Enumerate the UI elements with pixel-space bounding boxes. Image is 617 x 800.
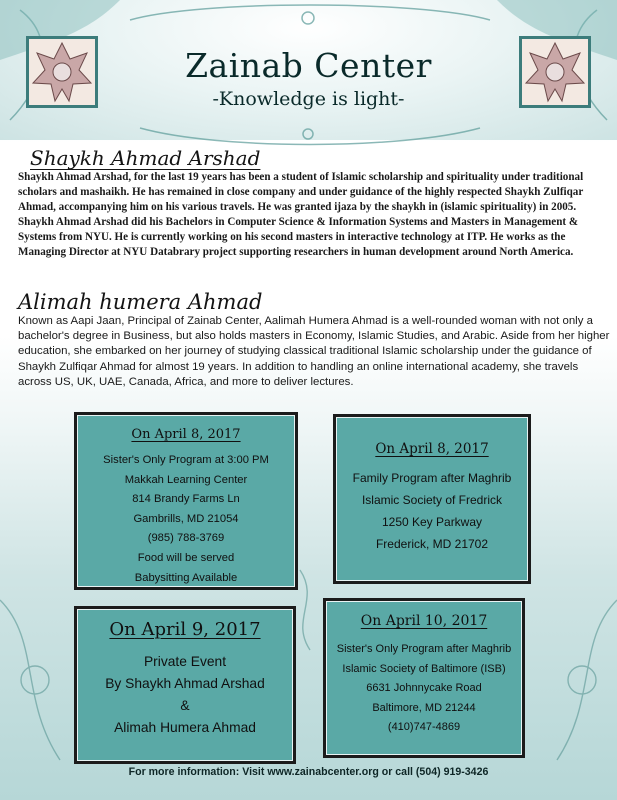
octagram-star-icon [29,39,95,105]
event-line: By Shaykh Ahmad Arshad [105,676,265,691]
event-date: On April 9, 2017 [109,619,261,640]
tagline: -Knowledge is light- [212,88,405,110]
event-line: 1250 Key Parkway [381,515,483,529]
speaker-name-1: Shaykh Ahmad Arshad [30,146,261,170]
event-line: 814 Brandy Farms Ln [132,493,240,506]
event-card-april-9-private [74,606,296,764]
event-line: & [180,698,190,713]
event-card-april-10-sisters [323,598,525,758]
event-line: Islamic Society of Baltimore (ISB) [342,662,506,675]
event-line: Food will be served [137,551,235,564]
event-line: Frederick, MD 21702 [375,537,489,551]
event-date: On April 10, 2017 [360,613,488,629]
page-title: Zainab Center [185,46,432,85]
event-line: Family Program after Maghrib [352,471,512,485]
event-line: 6631 Johnnycake Road [366,682,482,694]
event-line: Sister's Only Program after Maghrib [336,643,512,655]
octagram-star-icon [522,39,588,105]
event-line: Alimah Humera Ahmad [114,720,256,735]
event-line: Babysitting Available [134,571,238,584]
event-line: Islamic Society of Fredrick [361,493,503,507]
event-card-april-8-sisters [74,412,298,590]
event-phone: (985) 788-3769 [147,532,225,545]
logo-left [26,36,98,108]
event-phone: (410)747-4869 [387,721,461,733]
footer-prefix: For more information: Visit [128,766,268,778]
event-line: Makkah Learning Center [124,473,248,486]
event-date: On April 8, 2017 [375,441,489,457]
speaker-bio-1: Shaykh Ahmad Arshad, for the last 19 years has been a student of Islamic scholarship and spirituality under traditional scholars and mashaikh. He has remained in close company and under guidance of the highly respected Shaykh Zulfiqar Ahmad, accompanying him on his various travels. He was granted ijaza by the shaykh in (islamic spirituality) in 2005. Shaykh Ahmad Arshad did his Bachelors in Computer Science & Information Systems and Masters in Management & Systems from NYU. He is currently working on his second masters in interactive technology at ITP. He works as the Managing Director at NYU Databrary project supporting researchers in human development around North America. [18,171,584,258]
footer-middle: or call [378,766,416,778]
event-line: Baltimore, MD 21244 [372,701,476,714]
event-card-april-8-family [333,414,531,584]
logo-right [519,36,591,108]
event-line: Private Event [143,654,227,669]
footer-info [0,766,617,778]
speaker-bio-2: Known as Aapi Jaan, Principal of Zainab Center, Aalimah Humera Ahmad is a well-rounded woman with not only a bachelor's degree in Business, but also holds masters in Economy, Islamic Studies, and Arabic. Aside from her higher education, she embarked on her journey of studying classical traditional Islamic scholarship under the guidance of Shaykh Zulfiqar Ahmad for almost 19 years. In addition to handling an online international academy, she travels across US, UK, UAE, Canada, Africa, and more to deliver lectures. [18,315,610,388]
website-link[interactable]: www.zainabcenter.org [267,766,379,778]
speaker-name-2: Alimah humera Ahmad [18,290,263,314]
event-line: Gambrills, MD 21054 [133,512,239,525]
footer-phone: (504) 919-3426 [415,766,489,778]
event-line: Sister's Only Program at 3:00 PM [103,454,269,466]
event-date: On April 8, 2017 [131,427,241,442]
